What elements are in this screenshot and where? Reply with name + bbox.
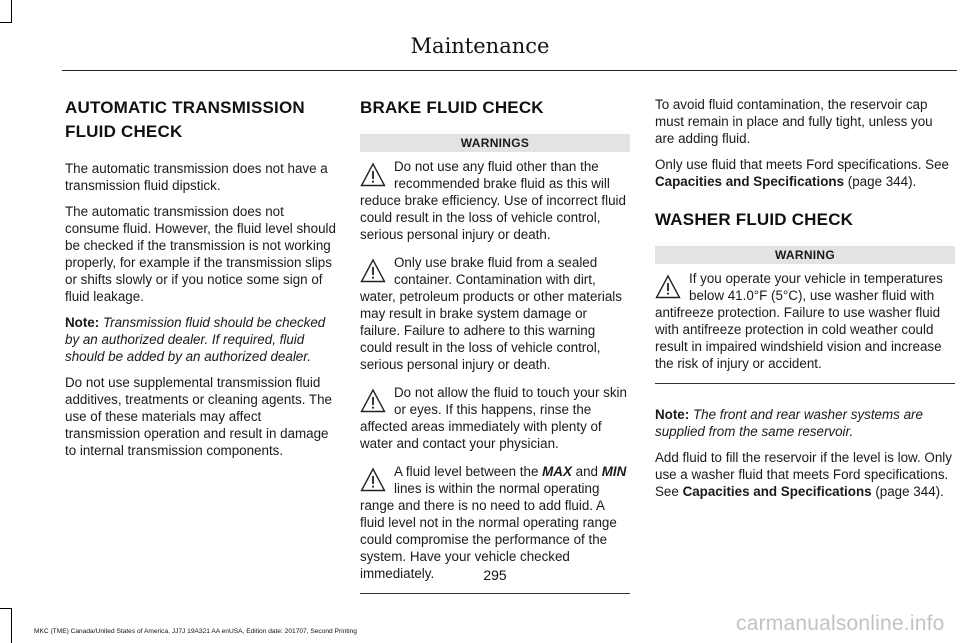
capacities-link[interactable]: Capacities and Specifications (682, 484, 872, 499)
add-fluid-paragraph (655, 449, 955, 500)
warning-triangle-icon (360, 388, 386, 414)
brake-warning-2-text: Only use brake fluid from a sealed container. Contamination with dirt, water, petroleum products or other materials may result in brake system damage or failure. Failure to adhere to this warning could result in the loss of vehicle control, serious personal injury or death. (360, 255, 622, 372)
note-text: The front and rear washer systems are supplied from the same reservoir. (655, 407, 923, 439)
transmission-heading-line2: FLUID CHECK (65, 122, 183, 141)
crop-mark-top-left-v (11, 0, 12, 22)
brake-warning-1-text: Do not use any fluid other than the recommended brake fluid as this will reduce brake efficiency. Use of incorrect fluid could result in the loss of vehicle control, serious personal injury or death. (360, 159, 626, 242)
warning-title: WARNING (655, 246, 955, 264)
crop-mark-bottom-left-v (11, 608, 12, 643)
warning-triangle-icon (360, 162, 386, 188)
transmission-heading (65, 96, 338, 144)
note-label: Note: (65, 315, 100, 330)
min-marker: MIN (601, 464, 627, 479)
washer-warning-1 (655, 270, 955, 372)
transmission-heading-line1: AUTOMATIC TRANSMISSION (65, 98, 305, 117)
brake-warning-4-part2: lines is within the normal operating range and there is no need to add fluid. A fluid level not in the normal operating range could compromise the performance of the system. Have your vehicle checked immediately. (360, 481, 617, 581)
brake-warning-4-and: and (575, 464, 598, 479)
brake-warning-2 (360, 254, 630, 373)
transmission-paragraph-1: The automatic transmission does not have a transmission fluid dipstick. (65, 161, 328, 193)
brake-warning-4-part1: A fluid level between the (394, 464, 539, 479)
reservoir-cap-paragraph: To avoid fluid contamination, the reservoir cap must remain in place and fully tight, unless you are adding fluid. (655, 97, 933, 146)
brake-fluid-heading: BRAKE FLUID CHECK (360, 98, 544, 117)
washer-warning-1-text: If you operate your vehicle in temperatures below 41.0°F (5°C), use washer fluid with antifreeze protection. Failure to use washer fluid with antifreeze protection in cold weather could result in impaired windshield vision and increase the risk of injury or accident. (655, 271, 943, 371)
ford-spec-paragraph (655, 156, 955, 190)
brake-warning-1 (360, 158, 630, 243)
note-text: Transmission fluid should be checked by an authorized dealer. If required, fluid should be added by an authorized dealer. (65, 315, 326, 364)
washer-note (655, 406, 955, 440)
warning-triangle-icon (360, 258, 386, 284)
brake-warning-4 (360, 463, 630, 582)
add-fluid-page-ref: (page 344). (875, 484, 944, 499)
brake-warning-3 (360, 384, 630, 452)
note-label: Note: (655, 407, 690, 422)
transmission-paragraph-2: The automatic transmission does not consume fluid. However, the fluid level should be checked if the transmission is not working properly, for example if the transmission slips or shifts slowly or if you notice some sign of fluid leakage. (65, 204, 336, 304)
page-section-title: Maintenance (410, 34, 550, 58)
warnings-title: WARNINGS (360, 134, 630, 152)
column-brake-fluid (360, 96, 630, 616)
ford-spec-page-ref: (page 344). (847, 174, 917, 189)
brake-warning-3-text: Do not allow the fluid to touch your skin or eyes. If this happens, rinse the affected areas immediately with plenty of water and contact your physician. (360, 385, 627, 451)
transmission-note (65, 314, 338, 365)
crop-mark-top-left-h (0, 22, 12, 23)
crop-mark-bottom-left-h (0, 608, 12, 609)
column-washer-fluid (655, 96, 955, 509)
column-transmission (65, 96, 338, 468)
transmission-paragraph-3: Do not use supplemental transmission fluid additives, treatments or cleaning agents. The use of these materials may affect transmission operation and result in damage to internal transmission components. (65, 375, 332, 458)
washer-fluid-heading: WASHER FLUID CHECK (655, 210, 854, 229)
header-divider (62, 70, 957, 71)
warning-triangle-icon (655, 274, 681, 300)
warnings-end-divider (360, 593, 630, 594)
page-number: 295 (483, 567, 507, 583)
ford-spec-text: Only use fluid that meets Ford specifications. See (655, 157, 949, 172)
warning-triangle-icon (360, 467, 386, 493)
watermark: carmanualsonline.info (736, 612, 945, 635)
add-fluid-text: Add fluid to fill the reservoir if the level is low. Only use a washer fluid that meets Ford specifications. See (655, 450, 952, 499)
washer-warning-divider (655, 383, 955, 384)
max-marker: MAX (542, 464, 572, 479)
capacities-link[interactable]: Capacities and Specifications (655, 174, 845, 189)
edition-footer: MKC (TME) Canada/United States of America, JJ7J 19A321 AA enUSA, Edition date: 201707, Second Printing (34, 628, 357, 635)
